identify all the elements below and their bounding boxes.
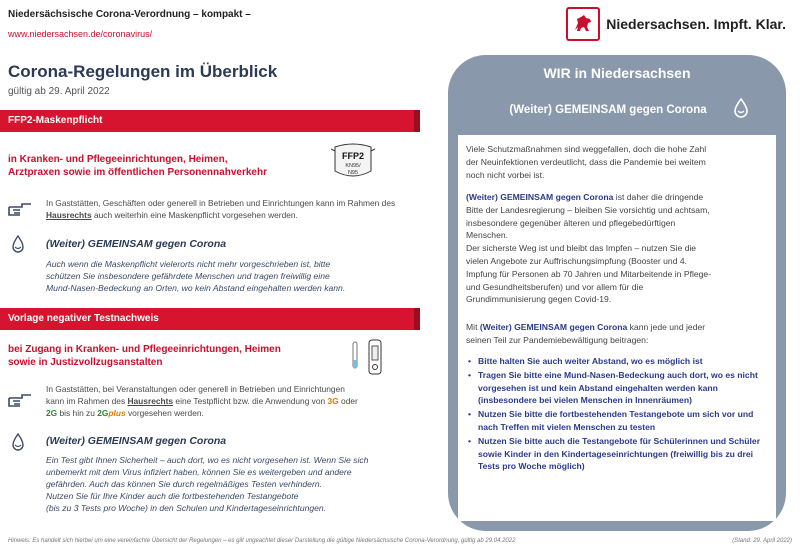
panel-contribution: Mit (Weiter) GEMEINSAM gegen Corona kann jede und jeder seinen Teil zur Pandemiebewältigung beitragen: (466, 322, 706, 345)
brand (566, 8, 786, 40)
panel-title: WIR in Niedersachsen (543, 65, 691, 81)
valid-date: gültig ab 29. April 2022 (8, 86, 110, 97)
panel-intro: Viele Schutzmaßnahmen sind weggefallen, doch die hohe Zahl der Neuinfektionen verdeutlicht, dass die Pandemie bei weitem noch nicht vorbei ist. (466, 144, 707, 180)
hand-drop-icon (732, 98, 750, 120)
panel-subtitle: (Weiter) GEMEINSAM gegen Corona (509, 104, 707, 116)
list-item: • Bitte halten Sie auch weiter Abstand, wo es möglich ist (466, 355, 770, 368)
footer-stand: (Stand: 29. April 2022) (732, 538, 792, 544)
ffp2-gemeinsam-heading: (Weiter) GEMEINSAM gegen Corona (46, 238, 227, 250)
ffp2-mask-icon (331, 139, 375, 183)
mask-label-ffp2: FFP2 (341, 151, 365, 161)
page-title: Corona-Regelungen im Überblick (8, 62, 278, 81)
panel-appeal: (Weiter) GEMEINSAM gegen Corona ist daher die dringende Bitte der Landesregierung – bleiben Sie vorsichtig und achtsam, insbesondere gegenüber älteren und pflegebedürftigen Menschen. Der sicherste Weg ist und bleibt das Impfen – nutzen Sie die vielen Angebote zur Auffrischungsimpfung (Booster und 4. Impfung für Personen ab 70 Jahren und Mitarbeitende in Pflege- und Gesundheitsberufen) und vor allem für die Grundimmunisierung gegen Covid-19. (466, 192, 712, 305)
horse-logo-icon (566, 7, 600, 41)
list-item: • Nutzen Sie bitte die fortbestehenden Testangebote um sich vor und nach Treffen mit vielen Menschen zu testen (466, 408, 770, 434)
header-title: Niedersächsische Corona-Verordnung – kompakt – (8, 9, 251, 20)
list-item: • Tragen Sie bitte eine Mund-Nasen-Bedeckung auch dort, wo es nicht vorgesehen ist und kein Abstand eingehalten werden kann (insbesondere bei vielen Menschen in Innenräumen) (466, 369, 770, 407)
pointing-hand-icon (8, 392, 32, 408)
hand-drop-icon (10, 235, 26, 255)
section-bar-ffp2: FFP2-Maskenpflicht (0, 110, 414, 132)
ffp2-info: In Gaststätten, Geschäften oder generell in Betrieben und Einrichtungen kann im Rahmen des Hausrechts auch weiterhin eine Maskenpflicht vorgesehen werden. (46, 198, 396, 220)
brand-text: Niedersachsen. Impft. Klar. (606, 16, 786, 32)
list-item: • Nutzen Sie bitte auch die Testangebote für Schülerinnen und Schüler sowie Kinder in den Kindertageseinrichtungen (freiwillig bis zu drei Tests pro Woche möglich) (466, 435, 770, 473)
mask-label-kn95: KN95/ (345, 163, 361, 169)
hand-drop-icon (10, 433, 26, 453)
pointing-hand-icon (8, 201, 32, 217)
test-gemeinsam-heading: (Weiter) GEMEINSAM gegen Corona (46, 435, 227, 447)
test-info: In Gaststätten, bei Veranstaltungen oder generell in Betrieben und Einrichtungen kann im Rahmen des Hausrechts eine Testpflicht bzw. die Anwendung von 3G oder 2G bis hin zu 2Gplus vorgesehen werden. (46, 384, 358, 418)
ffp2-locations: in Kranken- und Pflegeeinrichtungen, Heimen, Arztpraxen sowie im öffentlichen Personennahverkehr (8, 154, 267, 178)
test-gemeinsam-text: Ein Test gibt Ihnen Sicherheit – auch dort, wo es nicht vorgesehen ist. Wenn Sie sich unbemerkt mit dem Virus infiziert haben, können Sie es weitergeben und andere gefährden. Auch das können Sie durch regelmäßiges Testen verhindern. Nutzen Sie für Ihre Kinder auch die fortbestehenden Testangebote (bis zu 3 Tests pro Woche) in den Schulen und Kindertageseinrichtungen. (46, 455, 369, 513)
mask-label-n95: N95 (347, 170, 359, 176)
ffp2-gemeinsam-text: Auch wenn die Maskenpflicht vielerorts nicht mehr vorgeschrieben ist, bitte schützen Sie insbesondere gefährdete Menschen und tragen freiwillig eine Mund-Nasen-Bedeckung an Orten, wo kein Abstand eingehalten werden kann. (46, 259, 346, 293)
test-kit-icon (345, 338, 385, 378)
header-link[interactable]: www.niedersachsen.de/coronavirus/ (8, 29, 153, 39)
test-locations: bei Zugang in Kranken- und Pflegeeinrichtungen, Heimen sowie in Justizvollzugsanstalten (8, 344, 281, 368)
footer-note: Hinweis: Es handelt sich hierbei um eine vereinfachte Übersicht der Regelungen – es gilt ungeachtet dieser Darstellung die gültige Niedersächsische Corona-Verordnung, gültig ab 29.04.2022 (8, 538, 516, 544)
section-bar-test: Vorlage negativer Testnachweis (0, 308, 414, 330)
panel-bullet-list (466, 355, 770, 474)
